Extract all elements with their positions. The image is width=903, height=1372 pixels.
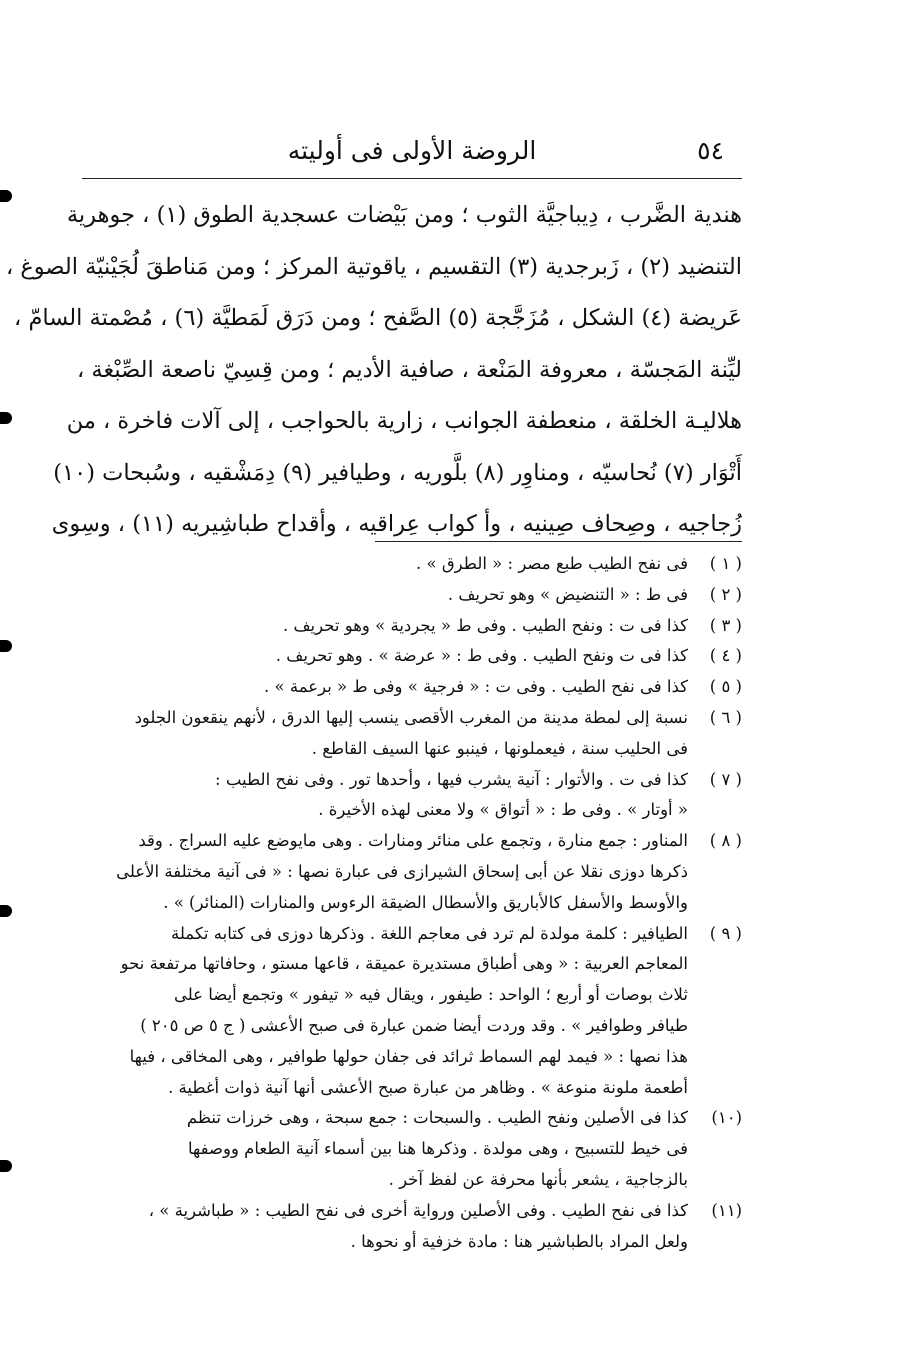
footnote-9-cont [82,1011,742,1042]
footnote-text: طيافر وطوافير » . وقد وردت أيضا ضمن عبارة فى صبح الأعشى ( ج ٥ ص ٢٠٥ ) [140,1015,688,1035]
footnote-text: بالزجاجية ، يشعر بأنها محرفة عن لفظ آخر . [388,1169,688,1189]
footnote-number: ( ٦ ) [709,707,742,727]
footnote-8-cont [82,888,742,919]
footnote-text: كذا فى ت : ونفح الطيب . وفى ط « يجردية » وهو تحريف . [282,615,688,635]
footnote-1 [82,549,742,580]
footnote-5 [82,672,742,703]
footnote-8-cont [82,857,742,888]
footnote-number: ( ٣ ) [709,615,742,635]
body-line: أَتْوَار (٧) نُحاسيّه ، ومناوِر (٨) بلَّوريه ، وطيافير (٩) دِمَشْقيه ، وسُبحات (١٠) [53,459,742,486]
footnote-text: فى ط : « التنضيض » وهو تحريف . [447,584,688,604]
footnote-text: كذا فى نفح الطيب . وفى الأصلين ورواية أخرى فى نفح الطيب : « طباشرية » ، [148,1200,688,1220]
footnote-3 [82,611,742,642]
footnote-text: فى خيط للتسبيح ، وهى مولدة . وذكرها هنا بين أسماء آنية الطعام ووصفها [187,1139,688,1159]
footnote-number: (١٠) [711,1108,742,1128]
running-title: الروضة الأولى فى أوليته [287,136,537,165]
footnote-text: كذا فى ت . والأتوار : آنية يشرب فيها ، وأحدها تور . وفى نفح الطيب : [215,769,688,789]
margin-mark [0,1160,12,1172]
footnote-text: ذكرها دوزى نقلا عن أبى إسحاق الشيرازى فى عبارة نصها : « فى آنية مختلفة الأعلى [116,861,688,881]
footnote-text: نسبة إلى لمطة مدينة من المغرب الأقصى ينسب إليها الدرق ، لأنهم ينقعون الجلود [134,707,688,727]
footnote-number: ( ٤ ) [709,646,742,666]
footnote-text: كذا فى الأصلين ونفح الطيب . والسبحات : جمع سبحة ، وهى خرزات تنظم [186,1108,688,1128]
footnote-10 [82,1103,742,1134]
footnotes [82,549,742,1257]
body-line: التنضيد (٢) ، زَبرجدية (٣) التقسيم ، ياقوتية المركز ؛ ومن مَناطقَ لُجَيْنيّة الصوغ ، [5,253,742,280]
footnote-number: ( ٥ ) [709,677,742,697]
footnote-divider [375,541,742,542]
footnote-text: كذا فى نفح الطيب . وفى ت : « فرجية » وفى ط « برعمة » . [264,677,688,697]
footnote-text: المعاجم العربية : « وهى أطباق مستديرة عميقة ، قاعها مستو ، وحافاتها مرتفعة نحو [120,954,688,974]
footnote-2 [82,580,742,611]
footnote-8 [82,826,742,857]
footnote-text: « أوتار » . وفى ط : « أتواق » ولا معنى لهذه الأخيرة . [318,800,688,820]
body-line: هندية الضَّرب ، دِيباجيَّة الثوب ؛ ومن بَيْضات عسجدية الطوق (١) ، جوهرية [66,202,742,228]
margin-mark [0,905,12,917]
footnote-number: ( ٩ ) [709,923,742,943]
footnote-7-cont [82,795,742,826]
footnote-9 [82,919,742,950]
footnote-6-cont [82,734,742,765]
margin-mark [0,412,12,424]
footnote-text: هذا نصها : « فيمد لهم السماط ثرائد فى جفان حولها طوافير ، وهى المخاقى ، فيها [129,1046,688,1066]
footnote-text: فى الحليب سنة ، فيعملونها ، فينبو عنها السيف القاطع . [311,738,688,758]
page-number: ٥٤ [697,136,724,165]
footnote-9-cont [82,1073,742,1104]
footnote-text: أطعمة ملونة منوعة » . وظاهر من عبارة صبح الأعشى أنها آنية ذوات أغطية . [168,1077,688,1097]
footnote-9-cont [82,1042,742,1073]
body-line: هلاليـة الخلقة ، منعطفة الجوانب ، زارية بالحواجب ، إلى آلات فاخرة ، من [66,408,742,434]
footnote-9-cont [82,980,742,1011]
margin-mark [0,190,12,202]
footnote-number: ( ١ ) [709,554,742,573]
footnote-10-cont [82,1134,742,1165]
footnote-text: ثلاث بوصات أو أربع ؛ الواحد : طيفور ، ويقال فيه « تيفور » وتجمع أيضا على [173,985,688,1005]
footnote-number: ( ٢ ) [709,584,742,604]
footnote-4 [82,641,742,672]
footnote-text: المناور : جمع منارة ، وتجمع على منائر ومنارات . وهى مايوضع عليه السراج . وقد [138,831,688,851]
footnote-number: (١١) [711,1200,742,1220]
body-line: ليِّنة المَجسّة ، معروفة المَنْعة ، صافية الأديم ؛ ومن قِسِيّ ناصعة الصِّبْغة ، [76,356,742,383]
footnote-text: الطيافير : كلمة مولدة لم ترد فى معاجم اللغة . وذكرها دوزى فى كتابه تكملة [170,923,688,943]
footnote-10-cont [82,1165,742,1196]
body-line: عَريضة (٤) الشكل ، مُزَجَّجة (٥) الصَّفح ؛ ومن دَرَق لَمَطيَّة (٦) ، مُصْمتة السامّ ، [14,305,742,331]
margin-mark [0,640,12,652]
footnote-text: والأوسط والأسفل كالأباريق والأسطال الضيقة الرءوس والمنارات (المنائر) » . [163,892,688,912]
footnote-number: ( ٨ ) [709,831,742,851]
page-header [82,132,742,179]
footnote-6 [82,703,742,734]
main-text [5,190,742,551]
footnote-text: كذا فى ت ونفح الطيب . وفى ط : « عرضة » . وهو تحريف . [275,646,688,666]
footnote-7 [82,765,742,796]
footnote-text: فى نفح الطيب طبع مصر : « الطرق » . [416,554,688,573]
footnote-9-cont [82,949,742,980]
footnote-text: ولعل المراد بالطباشير هنا : مادة خزفية أو نحوها . [350,1231,688,1251]
footnote-number: ( ٧ ) [709,769,742,789]
footnote-11-cont [82,1227,742,1258]
footnote-11 [82,1196,742,1227]
body-line: زُجاجيه ، وصِحاف صِينيه ، وأ كواب عِراقيه ، وأقداح طباشِيريه (١١) ، وسِوى [51,511,742,537]
